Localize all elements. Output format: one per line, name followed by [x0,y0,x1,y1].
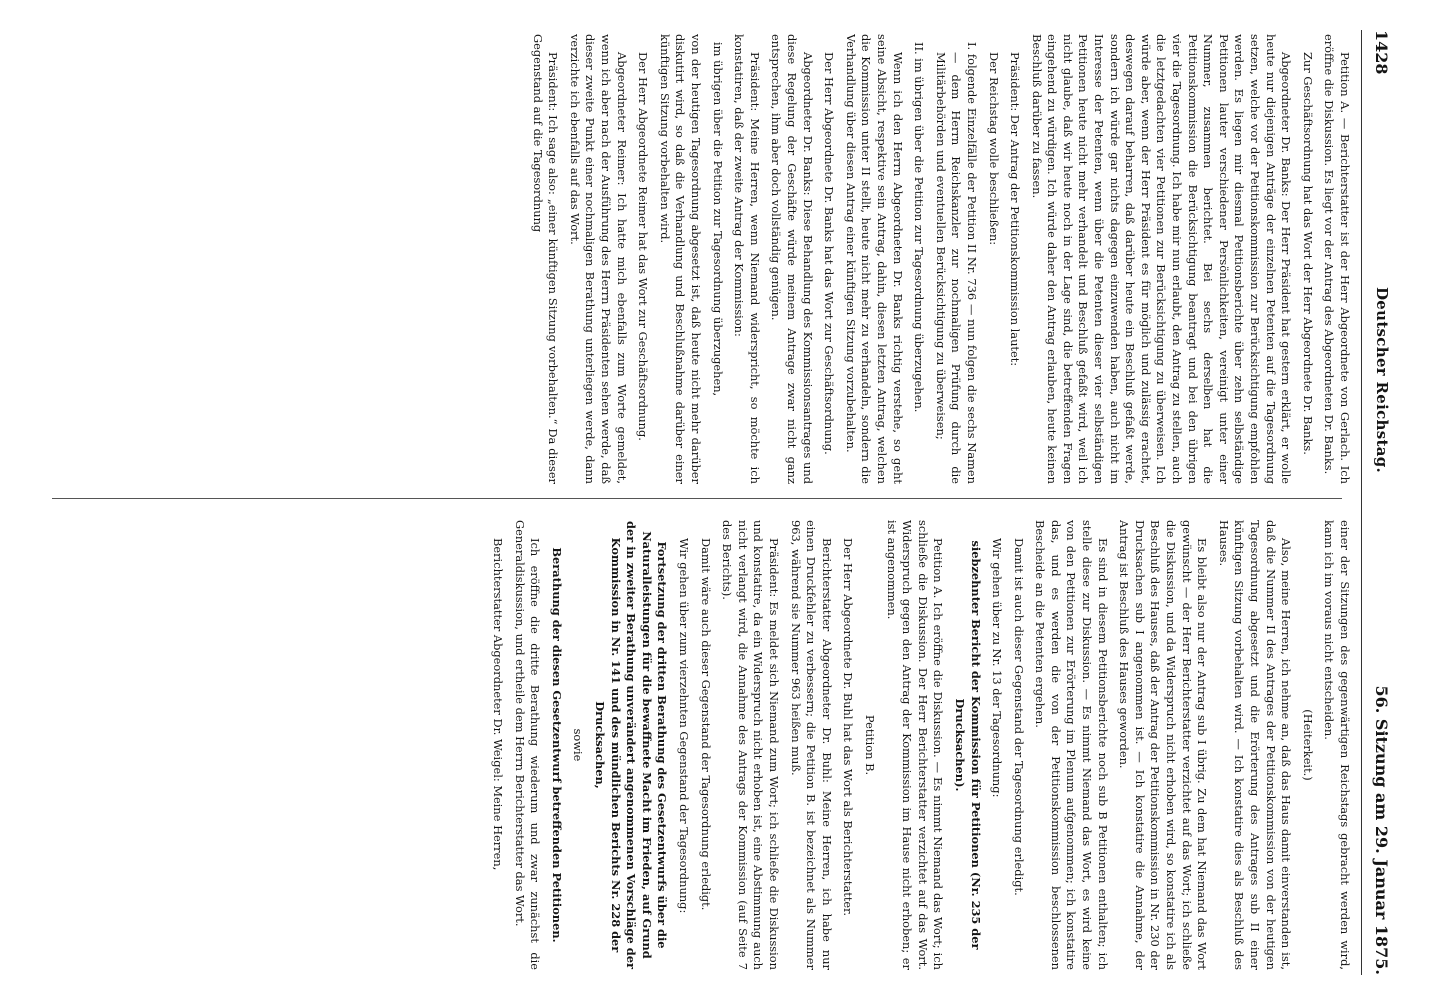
paragraph: Der Reichstag wolle beschließen: [986,52,1001,246]
speech-paragraph: Präsident: Ich sage also: „einer künftigen Sitzung vorbehalten.“ Da dieser Gegenstand auf die Tagesordnung [530,34,561,484]
paragraph: Ich eröffne die dritte Berathung wiederum und zwar zunächst die Generaldiskussion, und ertheile dem Herrn Berichterstatter das Wort. [512,520,543,970]
motion-item: im übrigen über die Petition zur Tagesordnung überzugehen, [710,42,725,397]
paragraph: Zur Geschäftsordnung hat das Wort der Herr Abgeordnete Dr. Banks. [1300,52,1315,455]
paragraph: von der heutigen Tagesordnung abgesetzt ist, daß heute nicht mehr darüber diskutirt wird, so daß die Verhandlung und Beschlußnahme darüber einer künftigen Sitzung vorbehalten wird. [657,34,704,484]
speech-paragraph: Berichterstatter Abgeordneter Dr. Weigel: Meine Herren, [491,538,506,871]
paragraph: Petition A. Ich eröffne die Diskussion. — Es nimmt Niemand das Wort; ich schließe die Diskussion. Der Herr Berichterstatter verzichtet auf das Wort. Widerspruch gegen den Antrag der Kommission im Hause nicht erhoben; er ist angenommen. [884,520,946,970]
right-column [52,520,1352,970]
paragraph: Der Herr Abgeordnete Dr. Banks hat das Wort zur Geschäftsordnung. [822,52,837,455]
paragraph: einer der Sitzungen des gegenwärtigen Reichstags gebracht werden wird, kann ich im voraus nicht entscheiden. [1322,520,1352,970]
agenda-heading: siebzehnter Bericht der Kommission für Petitionen (Nr. 235 der Drucksachen). [952,540,983,950]
motion-item: I. folgende Einzelfälle der Petition II Nr. 736 — nun folgen die sechs Namen — dem Herrn Reichskanzler zur nochmaligen Prüfung durch die Militärbehörden und eventuellen Berücksichtigung zu überweisen; [933,42,979,484]
speech-paragraph: Abgeordneter Reimer: Ich hatte mich ebenfalls zum Worte gemeldet, wenn ich aber nach der Ausführung des Herrn Präsidenten sehen werde, daß dieser zweite Punkt einer nochmaligen Berathung unterliegen werde, dann verzichte ich ebenfalls auf das Wort. [567,34,629,484]
speech-paragraph: Präsident: Der Antrag der Petitionskommission lautet: [1008,52,1023,367]
speech-paragraph: Berichterstatter Abgeordneter Dr. Buhl: Meine Herren, ich habe nur einen Druckfehler zu verbessern; die Petition B. ist bezeichnet als Nummer 963, während sie Nummer 963 heißen muß. [788,520,834,970]
publication-title: Deutscher Reichstag. [1373,286,1391,474]
petition-label: Petition B. [862,714,877,776]
agenda-heading: Fortsetzung der dritten Berathung des Gesetzentwurfs über die Naturalleistungen für die bewaffnete Macht im Frieden, auf Grund der in zweiter Berathung unverändert angenommenen Vorschläge der Kommission in Nr. 141 und des mündlichen Berichts Nr. 228 der Drucksachen, [593,521,670,969]
paragraph: Wenn ich den Herrn Abgeordneten Dr. Banks richtig verstehe, so geht seine Absicht, respektive sein Antrag, dahin, diesen letzten Antrag, welchen die Kommission unter II stellt, heute nicht mehr zu verhandeln, sondern die Verhandlung über diesen Antrag einer künftigen Sitzung vorzubehalten. [843,34,905,484]
speech-paragraph: Präsident: Meine Herren, wenn Niemand widerspricht, so möchte ich konstatiren, daß der zweite Antrag der Kommission: [732,34,762,484]
paragraph: sowie [571,728,586,762]
paragraph: Der Herr Abgeordnete Dr. Buhl hat das Wort als Berichterstatter. [841,538,856,916]
paragraph: Also, meine Herren, ich nehme an, daß das Haus damit einverstanden ist, daß die Nummer II des Antrages der Petitionskommission von der heutigen Tagesordnung abgesetzt und die Erörterung des Antrages sub II einer künftigen Sitzung vorbehalten wird. — Ich konstatire dies als Beschluß des Hauses. [1216,520,1294,970]
paragraph: Der Herr Abgeordnete Reimer hat das Wort zur Geschäftsordnung. [636,52,651,441]
speech-paragraph: Abgeordneter Dr. Banks: Diese Behandlung des Kommissionsantrages und diese Regelung der Geschäfte würde meinem Antrage zwar nicht ganz entsprechen, ihm aber doch vollständig genügen. [769,34,815,484]
page-header [1361,30,1402,975]
motion-item: II. im übrigen über die Petition zur Tagesordnung überzugehen. [912,42,927,413]
page-number: 1428 [1372,30,1392,75]
paragraph: Damit wäre auch dieser Gegenstand der Tagesordnung erledigt. [698,538,713,911]
left-column [52,34,1352,484]
session-title: 56. Sitzung am 29. Januar 1875. [1372,685,1392,975]
paragraph: Wir gehen über zum vierzehnten Gegenstand der Tagesordnung: [677,538,692,914]
agenda-heading: Berathung der diesen Gesetzentwurf betreffenden Petitionen. [549,547,564,943]
paragraph: Damit ist auch dieser Gegenstand der Tagesordnung erledigt. [1011,538,1026,896]
paragraph: Es bleibt also nur der Antrag sub I übrig. Zu dem hat Niemand das Wort gewünscht — der Herr Berichterstatter verzichtet auf das Wort; ich schließe die Diskussion, und da Widerspruch nicht erhoben wird, so konstatire ich als Beschluß des Hauses, daß der Antrag der Petitionskommission in Nr. 230 der Drucksachen sub I angenommen ist. — Ich konstatire die Annahme, der Antrag ist Beschluß des Hauses geworden. [1117,520,1210,970]
speech-paragraph: Abgeordneter Dr. Banks: Der Herr Präsident hat gestern erklärt, er wolle heute nur diejenigen Anträge der einzelnen Petenten auf die Tagesordnung setzen, welche vor der Petitionskommission zur Berücksichtigung empfohlen werden. Es liegen mir diesmal Petitionsberichte über zehn selbständige Petitionen lauter verschiedener Persönlichkeiten, vereinigt unter einer Nummer, zusammen berichtet. Bei sechs derselben hat die Petitionskommission die Berücksichtigung beantragt und bei den übrigen vier die Tagesordnung. Ich habe mir nun erlaubt, den Antrag zu stellen, auch die letztgedachten vier Petitionen zur Berücksichtigung zu überweisen. Ich würde aber, wenn der Herr Präsident es für möglich und zulässig erachtet, deswegen darauf beharren, daß darüber heute ein Beschluß gefaßt werde, sondern ich würde gar nichts dagegen einzuwenden haben, auch nicht im Interesse der Petenten, wenn über die Petenten dieser vier selbständigen Petitionen heute nicht mehr verhandelt und Beschluß gefaßt wird, weil ich nicht glaube, daß wir heute noch in der Lage sind, die betreffenden Fragen eingehend zu würdigen. Ich würde daher den Antrag erlauben, heute keinen Beschluß darüber zu fassen. [1029,34,1294,484]
paragraph: Es sind in diesem Petitionsberichte noch sub B Petitionen enthalten; ich stelle diese zur Diskussion. — Es nimmt Niemand das Wort, es wird keine von den Petitionen zur Erörterung im Plenum aufgenommen; ich konstatire das, und es werden die von der Petitionskommission beschlossenen Bescheide an die Petenten ergehen. [1033,520,1110,970]
column-divider [52,498,1342,499]
stage-direction: (Heiterkeit.) [1300,709,1315,781]
paragraph: Wir gehen über zu Nr. 13 der Tagesordnung: [990,538,1005,798]
speech-paragraph: Präsident: Es meldet sich Niemand zum Wort; ich schließe die Diskussion und konstatire, da ein Widerspruch nicht erhoben ist, eine Abstimmung auch nicht verlangt wird, die Annahme des Antrags der Kommission (auf Seite 7 des Berichts). [720,520,781,970]
paragraph: Petition A. — Berichterstatter ist der Herr Abgeordnete von Gerlach. Ich eröffne die Diskussion. Es liegt vor der Antrag des Abgeordneten Dr. Banks. [1322,34,1352,484]
